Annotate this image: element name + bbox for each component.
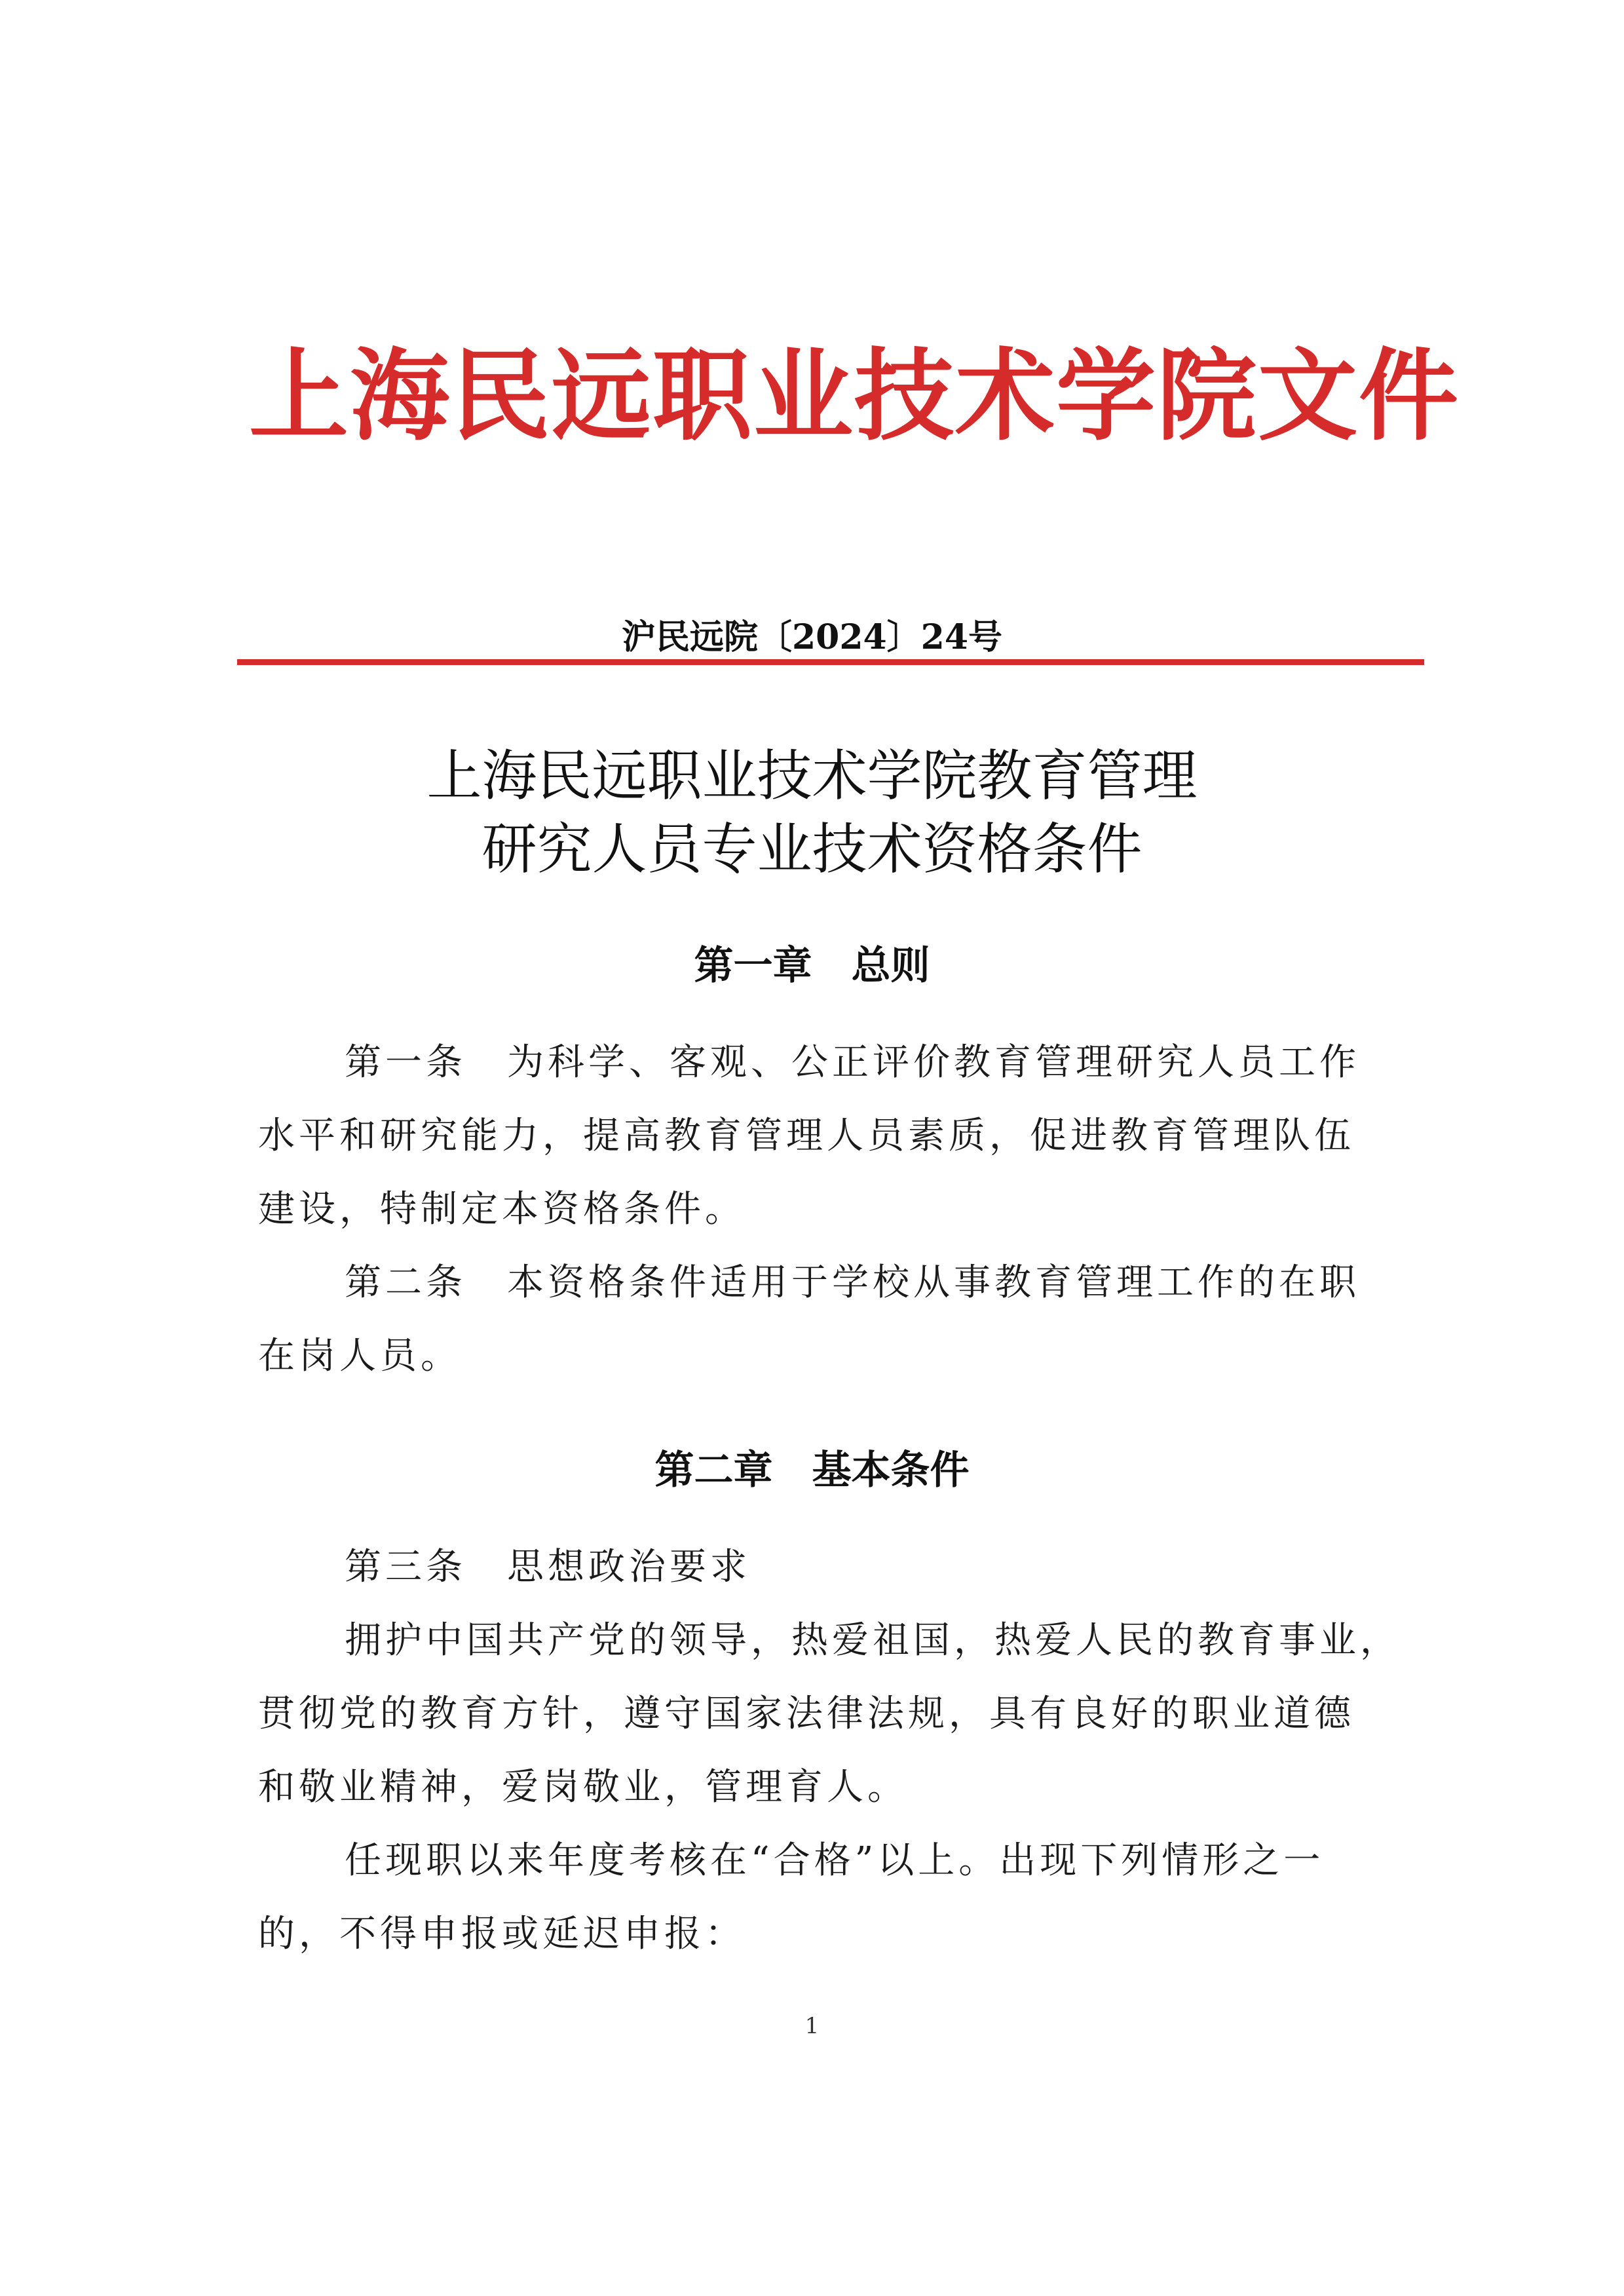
politics-paragraph-continued — [258, 1677, 1372, 1824]
article-2 — [345, 1246, 1372, 1320]
article-1-line-3: 建设，特制定本资格条件。 — [258, 1188, 746, 1231]
article-1 — [345, 1026, 1372, 1100]
article-3 — [345, 1531, 1372, 1604]
chapter-2-heading: 第二章 基本条件 — [654, 1447, 970, 1493]
assessment-line-2: 的，不得申报或延迟申报： — [258, 1913, 746, 1955]
assessment-paragraph — [345, 1824, 1372, 1898]
article-1-continued — [258, 1100, 1372, 1246]
chapter-1-heading: 第一章 总则 — [694, 943, 930, 989]
page-number: 1 — [804, 2013, 820, 2039]
politics-paragraph — [345, 1604, 1401, 1677]
assessment-line-1: 任现职以来年度考核在“合格”以上。出现下列情形之一 — [345, 1839, 1325, 1882]
document-title — [0, 739, 1624, 886]
red-divider-line — [237, 659, 1424, 665]
document-masthead: 上海民远职业技术学院文件 — [249, 338, 1460, 454]
politics-line-3: 和敬业精神，爱岗敬业，管理育人。 — [258, 1766, 908, 1808]
title-line-1: 上海民远职业技术学院教育管理 — [426, 744, 1198, 808]
article-2-line-2: 在岗人员。 — [258, 1335, 461, 1377]
article-2-continued — [258, 1320, 1372, 1393]
assessment-paragraph-continued — [258, 1898, 1372, 1971]
politics-line-2: 贯彻党的教育方针，遵守国家法律法规，具有良好的职业道德 — [258, 1693, 1355, 1735]
article-1-line-2: 水平和研究能力，提高教育管理人员素质，促进教育管理队伍 — [258, 1115, 1355, 1157]
politics-line-1: 拥护中国共产党的领导，热爱祖国，热爱人民的教育事业， — [345, 1619, 1401, 1662]
title-line-2: 研究人员专业技术资格条件 — [482, 817, 1142, 881]
article-2-line-1: 第二条 本资格条件适用于学校从事教育管理工作的在职 — [345, 1261, 1360, 1304]
article-1-line-1: 第一条 为科学、客观、公正评价教育管理研究人员工作 — [345, 1041, 1360, 1084]
document-number: 沪民远院〔2024〕24号 — [621, 617, 1003, 657]
article-3-line-1: 第三条 思想政治要求 — [345, 1546, 751, 1588]
